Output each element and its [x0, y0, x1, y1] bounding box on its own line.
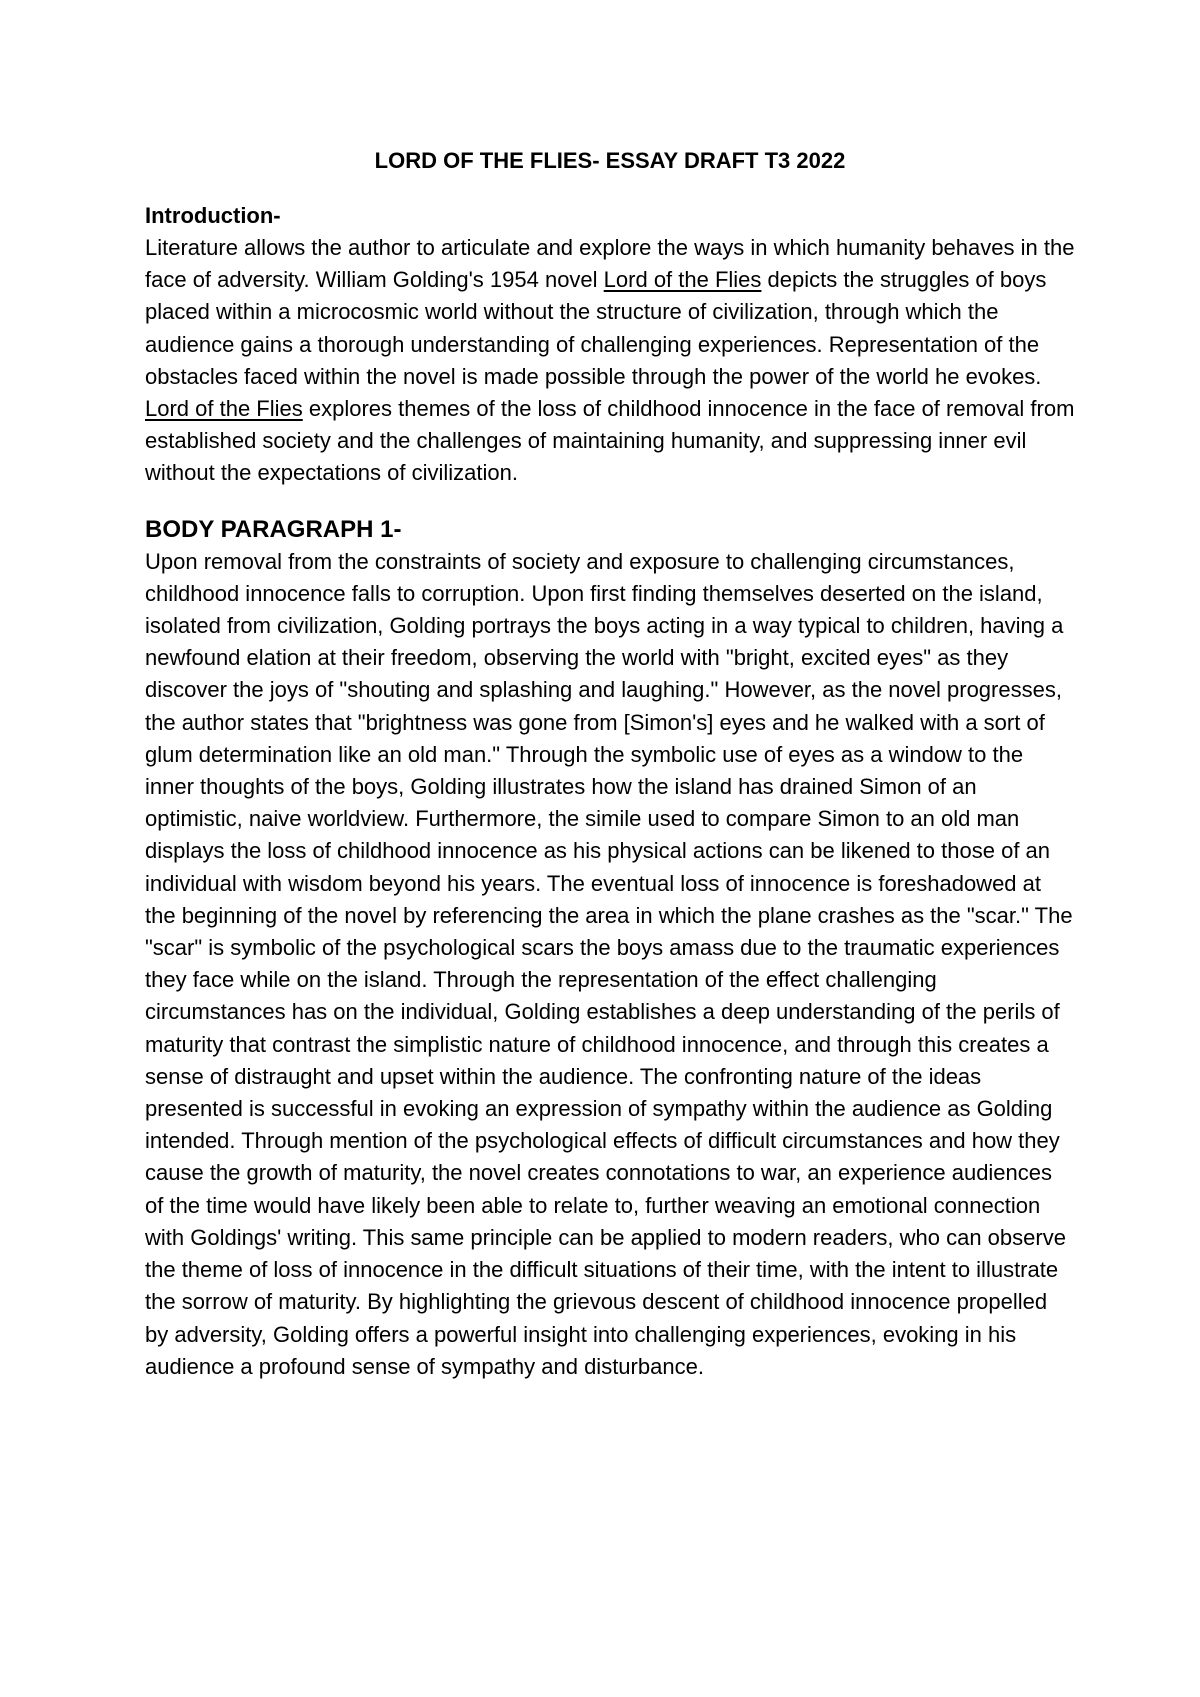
introduction-paragraph — [145, 232, 1075, 490]
novel-title-reference: Lord of the Flies — [603, 267, 762, 293]
introduction-text-3: explores themes of the loss of childhood innocence in the face of removal from established society and the challenges of maintaining humanity, and suppressing inner evil without the expectations of civilization. — [145, 396, 1075, 486]
novel-title-reference: Lord of the Flies — [145, 396, 303, 422]
introduction-heading: Introduction- — [145, 203, 281, 228]
document-content — [145, 145, 1075, 1383]
introduction-text-2: depicts the struggles of boys placed within a microcosmic world without the structure of civilization, through which the audience gains a thorough understanding of challenging experiences. Representation of the obstacles faced within the novel is made possible through the power of the world he evokes. — [145, 267, 1047, 389]
document-title: LORD OF THE FLIES- ESSAY DRAFT T3 2022 — [374, 148, 846, 173]
introduction-text-1: Literature allows the author to articulate and explore the ways in which humanity behaves in the face of adversity. William Golding's 1954 novel — [145, 235, 1075, 293]
body-paragraph-1-heading: BODY PARAGRAPH 1- — [145, 515, 402, 543]
body-paragraph-1-text: Upon removal from the constraints of society and exposure to challenging circumstances, childhood innocence falls to corruption. Upon first finding themselves deserted on the island, isolated from civilization, Golding portrays the boys acting in a way typical to children, having a newfound elation at their freedom, observing the world with "bright, excited eyes" as they discover the joys of "shouting and splashing and laughing." However, as the novel progresses, the author states that "brightness was gone from [Simon's] eyes and he walked with a sort of glum determination like an old man." Through the symbolic use of eyes as a window to the inner thoughts of the boys, Golding illustrates how the island has drained Simon of an optimistic, naive worldview. Furthermore, the simile used to compare Simon to an old man displays the loss of childhood innocence as his physical actions can be likened to those of an individual with wisdom beyond his years. The eventual loss of innocence is foreshadowed at the beginning of the novel by referencing the area in which the plane crashes as the "scar." The "scar" is symbolic of the psychological scars the boys amass due to the traumatic experiences they face while on the island. Through the representation of the effect challenging circumstances has on the individual, Golding establishes a deep understanding of the perils of maturity that contrast the simplistic nature of childhood innocence, and through this creates a sense of distraught and upset within the audience. The confronting nature of the ideas presented is successful in evoking an expression of sympathy within the audience as Golding intended. Through mention of the psychological effects of difficult circumstances and how they cause the growth of maturity, the novel creates connotations to war, an experience audiences of the time would have likely been able to relate to, further weaving an emotional connection with Goldings' writing. This same principle can be applied to modern readers, who can observe the theme of loss of innocence in the difficult situations of their time, with the intent to illustrate the sorrow of maturity. By highlighting the grievous descent of childhood innocence propelled by adversity, Golding offers a powerful insight into challenging experiences, evoking in his audience a profound sense of sympathy and disturbance. — [145, 548, 1073, 1379]
